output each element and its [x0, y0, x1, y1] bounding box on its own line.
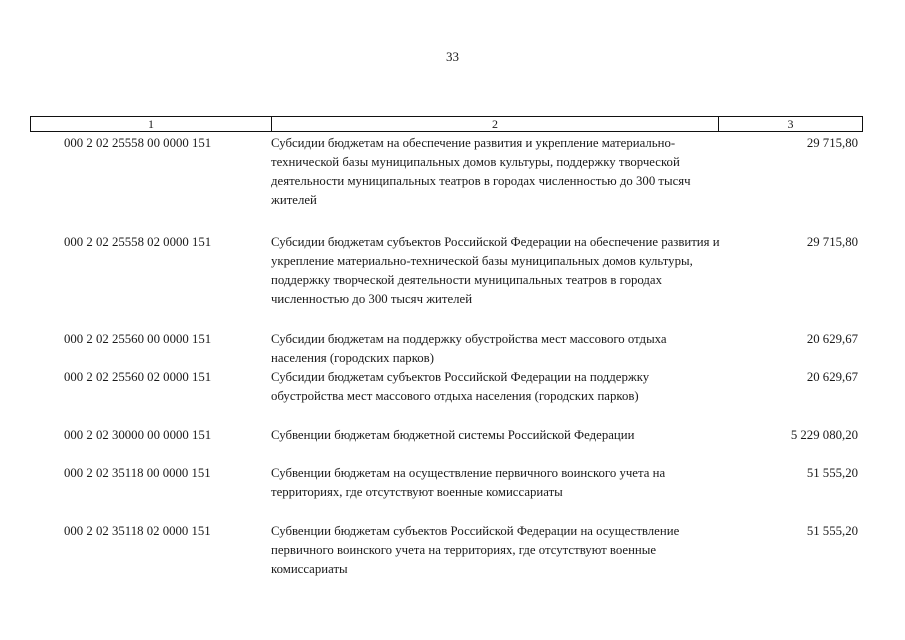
row-description: Субвенции бюджетам на осуществление первичного воинского учета на территориях, где отсутствуют военные комиссариаты [271, 466, 666, 499]
row-description: Субсидии бюджетам на обеспечение развития и укрепление материально-технической базы муниципальных домов культуры, поддержку творческой деятельности муниципальных театров в городах численностью до 300 тысяч жителей [271, 136, 691, 207]
budget-code: 000 2 02 25560 02 0000 151 [64, 370, 212, 384]
row-amount: 29 715,80 [806, 136, 858, 150]
budget-code: 000 2 02 25560 00 0000 151 [64, 332, 212, 346]
row-description: Субсидии бюджетам субъектов Российской Федерации на поддержку обустройства мест массового отдыха населения (городских парков) [271, 370, 650, 403]
page-number: 33 [446, 49, 459, 64]
row-amount: 51 555,20 [806, 524, 858, 538]
row-amount: 20 629,67 [806, 332, 858, 346]
table-header [30, 116, 863, 132]
header-col-1: 1 [31, 117, 272, 131]
budget-code: 000 2 02 30000 00 0000 151 [64, 428, 212, 442]
header-col-2: 2 [272, 117, 719, 131]
budget-code: 000 2 02 25558 00 0000 151 [64, 136, 212, 150]
row-description: Субсидии бюджетам на поддержку обустройства мест массового отдыха населения (городских парков) [271, 332, 667, 365]
budget-code: 000 2 02 25558 02 0000 151 [64, 235, 212, 249]
row-amount: 20 629,67 [806, 370, 858, 384]
row-amount: 51 555,20 [806, 466, 858, 480]
row-description: Субсидии бюджетам субъектов Российской Федерации на обеспечение развития и укрепление материально-технической базы муниципальных домов культуры, поддержку творческой деятельности муниципальных театров в городах численностью до 300 тысяч жителей [271, 235, 720, 306]
header-col-3: 3 [787, 117, 794, 131]
row-amount: 29 715,80 [806, 235, 858, 249]
budget-code: 000 2 02 35118 00 0000 151 [64, 466, 211, 480]
row-amount: 5 229 080,20 [790, 428, 858, 442]
budget-code: 000 2 02 35118 02 0000 151 [64, 524, 211, 538]
row-description: Субвенции бюджетам бюджетной системы Российской Федерации [271, 428, 635, 442]
row-description: Субвенции бюджетам субъектов Российской Федерации на осуществление первичного воинского учета на территориях, где отсутствуют военные комиссариаты [271, 524, 680, 576]
